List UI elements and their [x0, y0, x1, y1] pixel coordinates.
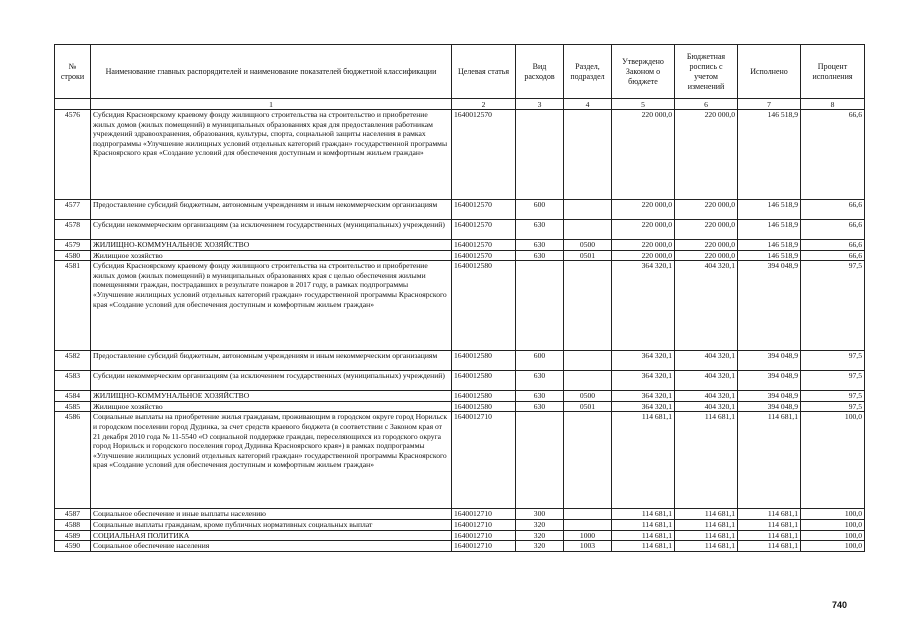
header-approved: Утверждено Законом о бюджете	[612, 45, 675, 99]
cell-section	[564, 261, 612, 351]
table-row	[55, 220, 865, 240]
cell-approved: 220 000,0	[612, 250, 675, 261]
cell-approved: 364 320,1	[612, 391, 675, 402]
cell-executed: 114 681,1	[738, 519, 801, 530]
cell-row-number: 4586	[55, 412, 91, 509]
cell-row-number: 4581	[55, 261, 91, 351]
cell-section	[564, 371, 612, 391]
column-number: 6	[675, 99, 738, 110]
table-row	[55, 391, 865, 402]
header-row-number: № строки	[55, 45, 91, 99]
cell-row-number: 4580	[55, 250, 91, 261]
header-percent: Процент исполнения	[801, 45, 865, 99]
cell-target: 1640012710	[452, 412, 516, 509]
table-row	[55, 509, 865, 520]
cell-percent: 66,6	[801, 240, 865, 251]
cell-executed: 114 681,1	[738, 541, 801, 552]
cell-budget: 220 000,0	[675, 250, 738, 261]
cell-percent: 66,6	[801, 250, 865, 261]
cell-approved: 364 320,1	[612, 351, 675, 371]
header-budget: Бюджетная роспись с учетом изменений	[675, 45, 738, 99]
cell-approved: 114 681,1	[612, 519, 675, 530]
cell-name: ЖИЛИЩНО-КОММУНАЛЬНОЕ ХОЗЯЙСТВО	[91, 391, 452, 402]
cell-section	[564, 200, 612, 220]
cell-target: 1640012580	[452, 261, 516, 351]
cell-executed: 394 048,9	[738, 261, 801, 351]
cell-row-number: 4576	[55, 110, 91, 200]
budget-execution-table	[54, 44, 865, 552]
cell-kind: 320	[516, 541, 564, 552]
table-body	[55, 110, 865, 552]
cell-target: 1640012570	[452, 200, 516, 220]
cell-budget: 114 681,1	[675, 530, 738, 541]
cell-target: 1640012580	[452, 351, 516, 371]
cell-row-number: 4585	[55, 401, 91, 412]
cell-row-number: 4587	[55, 509, 91, 520]
cell-section	[564, 519, 612, 530]
table-row	[55, 371, 865, 391]
column-number: 2	[452, 99, 516, 110]
cell-percent: 97,5	[801, 401, 865, 412]
cell-approved: 114 681,1	[612, 412, 675, 509]
cell-row-number: 4583	[55, 371, 91, 391]
cell-kind	[516, 261, 564, 351]
cell-row-number: 4589	[55, 530, 91, 541]
cell-kind: 600	[516, 200, 564, 220]
cell-target: 1640012710	[452, 509, 516, 520]
header-name: Наименование главных распорядителей и наименование показателей бюджетной классификации	[91, 45, 452, 99]
cell-percent: 66,6	[801, 200, 865, 220]
cell-row-number: 4578	[55, 220, 91, 240]
cell-target: 1640012570	[452, 250, 516, 261]
cell-percent: 100,0	[801, 519, 865, 530]
cell-executed: 146 518,9	[738, 110, 801, 200]
cell-kind: 600	[516, 351, 564, 371]
cell-section: 0500	[564, 391, 612, 402]
cell-kind: 630	[516, 401, 564, 412]
cell-section: 1000	[564, 530, 612, 541]
table-row	[55, 519, 865, 530]
cell-budget: 404 320,1	[675, 401, 738, 412]
cell-name: Социальные выплаты на приобретение жилья гражданам, проживающим в городском округе город Норильск и городском поселении город Дудинка, за счет средств краевого бюджета (в соответствии с Законом края от 21 декабря 2010 года № 11-5540 «О социальной поддержке граждан, переселяющихся из городского округа город Норильск и городского поселения город Дудинка Красноярского края») в рамках подпрограммы «Улучшение жилищных условий отдельных категорий граждан» государственной программы Красноярского края «Создание условий для обеспечения доступным и комфортным жильем граждан»	[91, 412, 452, 509]
cell-budget: 404 320,1	[675, 351, 738, 371]
cell-executed: 146 518,9	[738, 220, 801, 240]
cell-section: 0500	[564, 240, 612, 251]
column-number: 3	[516, 99, 564, 110]
cell-approved: 364 320,1	[612, 261, 675, 351]
cell-target: 1640012570	[452, 240, 516, 251]
cell-budget: 114 681,1	[675, 509, 738, 520]
cell-kind	[516, 110, 564, 200]
header-section: Раздел, подраздел	[564, 45, 612, 99]
cell-target: 1640012570	[452, 110, 516, 200]
table-row	[55, 261, 865, 351]
header-kind: Вид расходов	[516, 45, 564, 99]
cell-name: Предоставление субсидий бюджетным, автономным учреждениям и иным некоммерческим организациям	[91, 200, 452, 220]
cell-executed: 114 681,1	[738, 412, 801, 509]
column-number: 4	[564, 99, 612, 110]
column-number: 1	[91, 99, 452, 110]
cell-budget: 220 000,0	[675, 110, 738, 200]
table-row	[55, 412, 865, 509]
table-row	[55, 200, 865, 220]
cell-name: Жилищное хозяйство	[91, 250, 452, 261]
cell-kind: 630	[516, 371, 564, 391]
cell-budget: 220 000,0	[675, 220, 738, 240]
table-row	[55, 541, 865, 552]
cell-percent: 97,5	[801, 391, 865, 402]
cell-row-number: 4577	[55, 200, 91, 220]
cell-approved: 220 000,0	[612, 110, 675, 200]
table-row	[55, 110, 865, 200]
cell-target: 1640012710	[452, 541, 516, 552]
cell-name: Предоставление субсидий бюджетным, автономным учреждениям и иным некоммерческим организациям	[91, 351, 452, 371]
cell-budget: 220 000,0	[675, 240, 738, 251]
table-row	[55, 530, 865, 541]
cell-executed: 394 048,9	[738, 351, 801, 371]
cell-executed: 114 681,1	[738, 509, 801, 520]
cell-approved: 220 000,0	[612, 240, 675, 251]
cell-percent: 66,6	[801, 110, 865, 200]
cell-executed: 394 048,9	[738, 391, 801, 402]
cell-percent: 97,5	[801, 261, 865, 351]
cell-kind: 630	[516, 240, 564, 251]
cell-kind: 300	[516, 509, 564, 520]
cell-section: 0501	[564, 401, 612, 412]
cell-target: 1640012580	[452, 371, 516, 391]
cell-section	[564, 110, 612, 200]
cell-budget: 114 681,1	[675, 412, 738, 509]
cell-executed: 394 048,9	[738, 401, 801, 412]
cell-approved: 220 000,0	[612, 220, 675, 240]
header-executed: Исполнено	[738, 45, 801, 99]
cell-budget: 114 681,1	[675, 519, 738, 530]
cell-budget: 404 320,1	[675, 261, 738, 351]
cell-row-number: 4582	[55, 351, 91, 371]
column-number	[55, 99, 91, 110]
table-row	[55, 240, 865, 251]
cell-budget: 220 000,0	[675, 200, 738, 220]
cell-name: Социальное обеспечение населения	[91, 541, 452, 552]
cell-percent: 100,0	[801, 412, 865, 509]
cell-target: 1640012580	[452, 401, 516, 412]
cell-section	[564, 509, 612, 520]
cell-name: Субсидия Красноярскому краевому фонду жилищного строительства на строительство и приобретение жилых домов (жилых помещений) в муниципальных образованиях края для предоставления работникам учреждений здравоохранения, образования, культуры, спорта, социальной защиты населения в рамках подпрограммы «Улучшение жилищных условий отдельных категорий граждан» государственной программы Красноярского края «Создание условий для обеспечения доступным и комфортным жильем граждан»	[91, 110, 452, 200]
cell-kind: 320	[516, 530, 564, 541]
cell-section	[564, 351, 612, 371]
page-number: 740	[832, 600, 848, 610]
cell-kind: 320	[516, 519, 564, 530]
cell-name: ЖИЛИЩНО-КОММУНАЛЬНОЕ ХОЗЯЙСТВО	[91, 240, 452, 251]
column-number: 5	[612, 99, 675, 110]
cell-target: 1640012570	[452, 220, 516, 240]
cell-approved: 220 000,0	[612, 200, 675, 220]
cell-approved: 364 320,1	[612, 371, 675, 391]
cell-kind: 630	[516, 250, 564, 261]
cell-approved: 114 681,1	[612, 530, 675, 541]
cell-executed: 114 681,1	[738, 530, 801, 541]
cell-section	[564, 412, 612, 509]
cell-executed: 146 518,9	[738, 200, 801, 220]
cell-percent: 66,6	[801, 220, 865, 240]
cell-row-number: 4584	[55, 391, 91, 402]
cell-row-number: 4588	[55, 519, 91, 530]
cell-percent: 97,5	[801, 351, 865, 371]
cell-name: Субсидия Красноярскому краевому фонду жилищного строительства на строительство и приобретение жилых домов (жилых помещений) в муниципальных образованиях края с целью обеспечения жилыми помещениями граждан, пострадавших в результате пожаров в 2017 году, в рамках подпрограммы «Улучшение жилищных условий отдельных категорий граждан» государственной программы Красноярского края «Создание условий для обеспечения доступным и комфортным жильем граждан»	[91, 261, 452, 351]
cell-kind: 630	[516, 220, 564, 240]
cell-executed: 394 048,9	[738, 371, 801, 391]
cell-row-number: 4590	[55, 541, 91, 552]
cell-budget: 404 320,1	[675, 391, 738, 402]
cell-executed: 146 518,9	[738, 240, 801, 251]
cell-name: Социальное обеспечение и иные выплаты населению	[91, 509, 452, 520]
cell-executed: 146 518,9	[738, 250, 801, 261]
cell-percent: 100,0	[801, 509, 865, 520]
table-row	[55, 351, 865, 371]
cell-approved: 114 681,1	[612, 541, 675, 552]
cell-section	[564, 220, 612, 240]
cell-budget: 404 320,1	[675, 371, 738, 391]
cell-row-number: 4579	[55, 240, 91, 251]
column-number: 8	[801, 99, 865, 110]
cell-name: Социальные выплаты гражданам, кроме публичных нормативных социальных выплат	[91, 519, 452, 530]
cell-name: СОЦИАЛЬНАЯ ПОЛИТИКА	[91, 530, 452, 541]
cell-name: Субсидии некоммерческим организациям (за исключением государственных (муниципальных) учреждений)	[91, 220, 452, 240]
cell-target: 1640012710	[452, 530, 516, 541]
cell-name: Жилищное хозяйство	[91, 401, 452, 412]
cell-approved: 114 681,1	[612, 509, 675, 520]
cell-percent: 97,5	[801, 371, 865, 391]
header-target: Целевая статья	[452, 45, 516, 99]
cell-section: 0501	[564, 250, 612, 261]
cell-target: 1640012710	[452, 519, 516, 530]
cell-percent: 100,0	[801, 530, 865, 541]
column-number: 7	[738, 99, 801, 110]
table-row	[55, 250, 865, 261]
cell-approved: 364 320,1	[612, 401, 675, 412]
cell-section: 1003	[564, 541, 612, 552]
cell-budget: 114 681,1	[675, 541, 738, 552]
cell-kind	[516, 412, 564, 509]
cell-kind: 630	[516, 391, 564, 402]
cell-percent: 100,0	[801, 541, 865, 552]
cell-name: Субсидии некоммерческим организациям (за исключением государственных (муниципальных) учреждений)	[91, 371, 452, 391]
table-row	[55, 401, 865, 412]
cell-target: 1640012580	[452, 391, 516, 402]
